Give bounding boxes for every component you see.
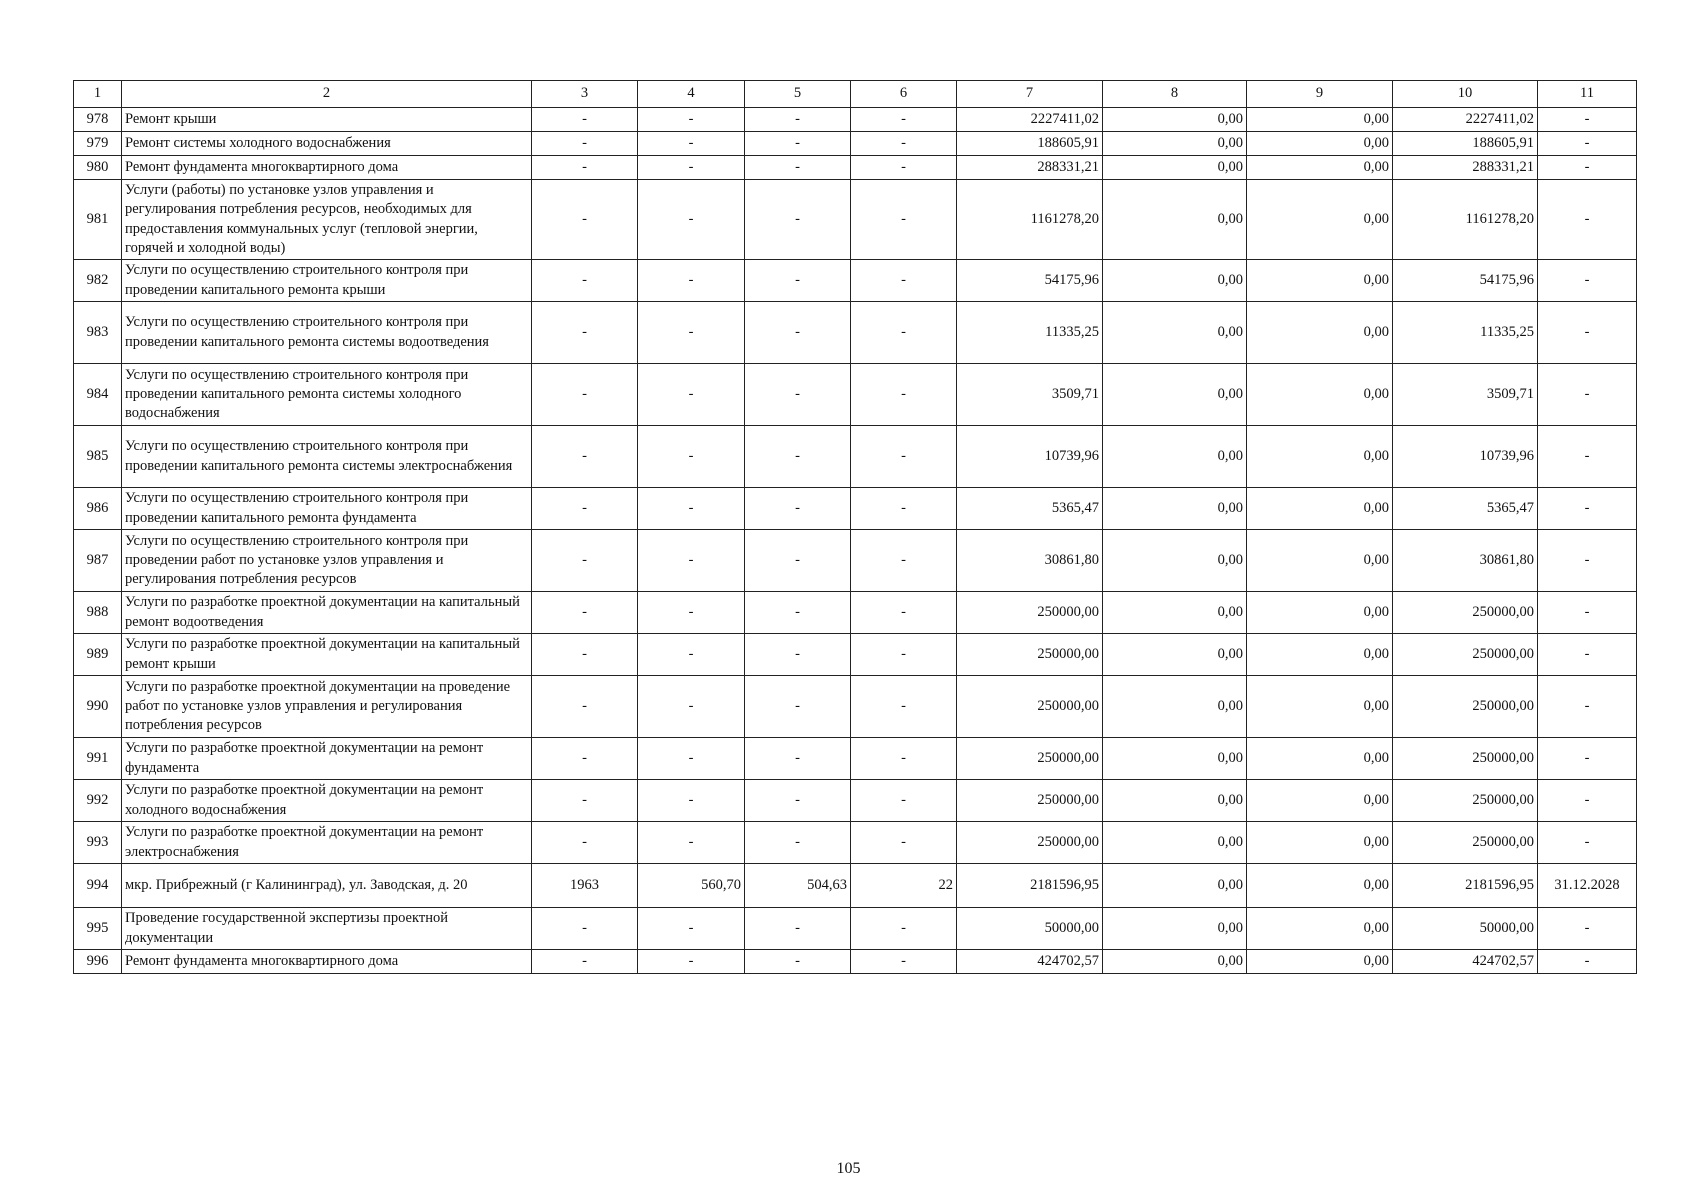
col5-cell: - (745, 738, 851, 780)
col6-cell: - (851, 634, 957, 676)
col5-cell: - (745, 822, 851, 864)
table-body (74, 108, 1637, 974)
col7-cell: 5365,47 (957, 488, 1103, 530)
col7-cell: 250000,00 (957, 634, 1103, 676)
col7-cell: 288331,21 (957, 156, 1103, 180)
row-name-cell: Услуги по разработке проектной документации на ремонт электроснабжения (122, 822, 532, 864)
col9-cell: 0,00 (1247, 822, 1393, 864)
col7-cell: 2181596,95 (957, 864, 1103, 908)
col9-cell: 0,00 (1247, 260, 1393, 302)
col7-cell: 424702,57 (957, 950, 1103, 974)
col5-cell: 504,63 (745, 864, 851, 908)
table-row (74, 488, 1637, 530)
col10-cell: 250000,00 (1393, 822, 1538, 864)
col3-cell: - (532, 108, 638, 132)
row-name-cell: Ремонт фундамента многоквартирного дома (122, 950, 532, 974)
col7-cell: 188605,91 (957, 132, 1103, 156)
data-table (73, 80, 1637, 974)
col10-cell: 10739,96 (1393, 426, 1538, 488)
row-name-cell: Услуги по осуществлению строительного контроля при проведении капитального ремонта крыши (122, 260, 532, 302)
col5-cell: - (745, 676, 851, 738)
col11-cell: - (1538, 302, 1637, 364)
col9-cell: 0,00 (1247, 908, 1393, 950)
row-name-cell: Ремонт системы холодного водоснабжения (122, 132, 532, 156)
col8-cell: 0,00 (1103, 738, 1247, 780)
column-header: 5 (745, 81, 851, 108)
col4-cell: - (638, 592, 745, 634)
column-header: 7 (957, 81, 1103, 108)
col7-cell: 10739,96 (957, 426, 1103, 488)
column-header: 3 (532, 81, 638, 108)
col3-cell: - (532, 738, 638, 780)
table-row (74, 260, 1637, 302)
row-name-cell: Услуги (работы) по установке узлов управления и регулирования потребления ресурсов, необходимых для предоставления коммунальных услуг (тепловой энергии, горячей и холодной воды) (122, 180, 532, 260)
column-header: 10 (1393, 81, 1538, 108)
col11-cell: - (1538, 132, 1637, 156)
col8-cell: 0,00 (1103, 634, 1247, 676)
col6-cell: - (851, 180, 957, 260)
row-name-cell: Услуги по осуществлению строительного контроля при проведении капитального ремонта системы водоотведения (122, 302, 532, 364)
col3-cell: 1963 (532, 864, 638, 908)
col9-cell: 0,00 (1247, 738, 1393, 780)
col8-cell: 0,00 (1103, 908, 1247, 950)
col9-cell: 0,00 (1247, 780, 1393, 822)
table-row (74, 426, 1637, 488)
col4-cell: - (638, 780, 745, 822)
row-name-cell: Услуги по разработке проектной документации на ремонт фундамента (122, 738, 532, 780)
col6-cell: 22 (851, 864, 957, 908)
row-number-cell: 983 (74, 302, 122, 364)
col8-cell: 0,00 (1103, 530, 1247, 592)
table-row (74, 156, 1637, 180)
row-number-cell: 996 (74, 950, 122, 974)
col9-cell: 0,00 (1247, 364, 1393, 426)
col8-cell: 0,00 (1103, 950, 1247, 974)
col8-cell: 0,00 (1103, 132, 1247, 156)
row-name-cell: Ремонт фундамента многоквартирного дома (122, 156, 532, 180)
col3-cell: - (532, 302, 638, 364)
col4-cell: - (638, 530, 745, 592)
row-number-cell: 994 (74, 864, 122, 908)
col9-cell: 0,00 (1247, 864, 1393, 908)
row-name-cell: Услуги по осуществлению строительного контроля при проведении капитального ремонта системы электроснабжения (122, 426, 532, 488)
table-row (74, 132, 1637, 156)
col7-cell: 1161278,20 (957, 180, 1103, 260)
row-name-cell: Услуги по разработке проектной документации на проведение работ по установке узлов управления и регулирования потребления ресурсов (122, 676, 532, 738)
col6-cell: - (851, 488, 957, 530)
row-number-cell: 982 (74, 260, 122, 302)
col6-cell: - (851, 302, 957, 364)
col11-cell: - (1538, 156, 1637, 180)
table-row (74, 364, 1637, 426)
col9-cell: 0,00 (1247, 488, 1393, 530)
col5-cell: - (745, 302, 851, 364)
col9-cell: 0,00 (1247, 156, 1393, 180)
col8-cell: 0,00 (1103, 780, 1247, 822)
table-row (74, 302, 1637, 364)
col7-cell: 3509,71 (957, 364, 1103, 426)
col5-cell: - (745, 260, 851, 302)
col10-cell: 5365,47 (1393, 488, 1538, 530)
col8-cell: 0,00 (1103, 426, 1247, 488)
col10-cell: 11335,25 (1393, 302, 1538, 364)
col11-cell: - (1538, 822, 1637, 864)
row-name-cell: Услуги по разработке проектной документации на ремонт холодного водоснабжения (122, 780, 532, 822)
col6-cell: - (851, 530, 957, 592)
col7-cell: 30861,80 (957, 530, 1103, 592)
col5-cell: - (745, 530, 851, 592)
row-number-cell: 980 (74, 156, 122, 180)
col10-cell: 250000,00 (1393, 592, 1538, 634)
col7-cell: 250000,00 (957, 780, 1103, 822)
table-row (74, 738, 1637, 780)
col3-cell: - (532, 950, 638, 974)
col10-cell: 250000,00 (1393, 634, 1538, 676)
col11-cell: - (1538, 426, 1637, 488)
col6-cell: - (851, 822, 957, 864)
table-row (74, 864, 1637, 908)
col3-cell: - (532, 488, 638, 530)
col9-cell: 0,00 (1247, 426, 1393, 488)
row-number-cell: 995 (74, 908, 122, 950)
column-header: 8 (1103, 81, 1247, 108)
col5-cell: - (745, 950, 851, 974)
col7-cell: 250000,00 (957, 676, 1103, 738)
col6-cell: - (851, 260, 957, 302)
row-name-cell: мкр. Прибрежный (г Калининград), ул. Заводская, д. 20 (122, 864, 532, 908)
col8-cell: 0,00 (1103, 180, 1247, 260)
row-number-cell: 985 (74, 426, 122, 488)
page-number: 105 (836, 1160, 861, 1177)
col4-cell: - (638, 108, 745, 132)
col5-cell: - (745, 592, 851, 634)
col11-cell: - (1538, 364, 1637, 426)
col10-cell: 250000,00 (1393, 738, 1538, 780)
col6-cell: - (851, 676, 957, 738)
table-row (74, 950, 1637, 974)
col3-cell: - (532, 908, 638, 950)
row-name-cell: Ремонт крыши (122, 108, 532, 132)
col7-cell: 250000,00 (957, 822, 1103, 864)
col4-cell: - (638, 260, 745, 302)
col11-cell: - (1538, 780, 1637, 822)
col10-cell: 1161278,20 (1393, 180, 1538, 260)
col10-cell: 188605,91 (1393, 132, 1538, 156)
col3-cell: - (532, 530, 638, 592)
row-name-cell: Услуги по осуществлению строительного контроля при проведении работ по установке узлов управления и регулирования потребления ресурсов (122, 530, 532, 592)
col4-cell: - (638, 676, 745, 738)
col6-cell: - (851, 780, 957, 822)
col3-cell: - (532, 364, 638, 426)
col4-cell: - (638, 488, 745, 530)
table-row (74, 108, 1637, 132)
col5-cell: - (745, 156, 851, 180)
table-row (74, 634, 1637, 676)
row-number-cell: 991 (74, 738, 122, 780)
col3-cell: - (532, 634, 638, 676)
col5-cell: - (745, 908, 851, 950)
col4-cell: - (638, 950, 745, 974)
col8-cell: 0,00 (1103, 864, 1247, 908)
col9-cell: 0,00 (1247, 180, 1393, 260)
col6-cell: - (851, 950, 957, 974)
col10-cell: 30861,80 (1393, 530, 1538, 592)
table-row (74, 592, 1637, 634)
col4-cell: - (638, 180, 745, 260)
col11-cell: 31.12.2028 (1538, 864, 1637, 908)
col3-cell: - (532, 822, 638, 864)
col5-cell: - (745, 364, 851, 426)
col8-cell: 0,00 (1103, 156, 1247, 180)
column-header: 1 (74, 81, 122, 108)
table-row (74, 908, 1637, 950)
col9-cell: 0,00 (1247, 302, 1393, 364)
table-row (74, 676, 1637, 738)
row-number-cell: 993 (74, 822, 122, 864)
col9-cell: 0,00 (1247, 950, 1393, 974)
col10-cell: 250000,00 (1393, 676, 1538, 738)
col4-cell: - (638, 364, 745, 426)
column-header: 2 (122, 81, 532, 108)
table-row (74, 822, 1637, 864)
col4-cell: - (638, 426, 745, 488)
col11-cell: - (1538, 592, 1637, 634)
row-number-cell: 992 (74, 780, 122, 822)
col6-cell: - (851, 426, 957, 488)
col6-cell: - (851, 592, 957, 634)
col10-cell: 250000,00 (1393, 780, 1538, 822)
col11-cell: - (1538, 260, 1637, 302)
col3-cell: - (532, 426, 638, 488)
col10-cell: 424702,57 (1393, 950, 1538, 974)
col6-cell: - (851, 364, 957, 426)
col8-cell: 0,00 (1103, 676, 1247, 738)
col11-cell: - (1538, 488, 1637, 530)
col7-cell: 54175,96 (957, 260, 1103, 302)
col8-cell: 0,00 (1103, 592, 1247, 634)
col4-cell: - (638, 156, 745, 180)
col8-cell: 0,00 (1103, 260, 1247, 302)
col11-cell: - (1538, 530, 1637, 592)
col5-cell: - (745, 780, 851, 822)
col5-cell: - (745, 132, 851, 156)
column-header: 9 (1247, 81, 1393, 108)
row-name-cell: Услуги по разработке проектной документации на капитальный ремонт водоотведения (122, 592, 532, 634)
col11-cell: - (1538, 908, 1637, 950)
col11-cell: - (1538, 950, 1637, 974)
col3-cell: - (532, 780, 638, 822)
table-row (74, 180, 1637, 260)
table-row (74, 530, 1637, 592)
col5-cell: - (745, 488, 851, 530)
col3-cell: - (532, 676, 638, 738)
col5-cell: - (745, 108, 851, 132)
col5-cell: - (745, 634, 851, 676)
table-row (74, 780, 1637, 822)
col11-cell: - (1538, 738, 1637, 780)
row-number-cell: 984 (74, 364, 122, 426)
row-name-cell: Проведение государственной экспертизы проектной документации (122, 908, 532, 950)
col10-cell: 288331,21 (1393, 156, 1538, 180)
col7-cell: 50000,00 (957, 908, 1103, 950)
col7-cell: 11335,25 (957, 302, 1103, 364)
column-header: 4 (638, 81, 745, 108)
col4-cell: - (638, 738, 745, 780)
column-header: 11 (1538, 81, 1637, 108)
row-number-cell: 989 (74, 634, 122, 676)
col3-cell: - (532, 132, 638, 156)
row-number-cell: 987 (74, 530, 122, 592)
col4-cell: - (638, 908, 745, 950)
col4-cell: - (638, 302, 745, 364)
col5-cell: - (745, 426, 851, 488)
col7-cell: 250000,00 (957, 592, 1103, 634)
col6-cell: - (851, 908, 957, 950)
row-number-cell: 988 (74, 592, 122, 634)
col10-cell: 3509,71 (1393, 364, 1538, 426)
col8-cell: 0,00 (1103, 488, 1247, 530)
col6-cell: - (851, 132, 957, 156)
col9-cell: 0,00 (1247, 592, 1393, 634)
column-header: 6 (851, 81, 957, 108)
col9-cell: 0,00 (1247, 108, 1393, 132)
col3-cell: - (532, 260, 638, 302)
row-number-cell: 979 (74, 132, 122, 156)
col6-cell: - (851, 156, 957, 180)
col5-cell: - (745, 180, 851, 260)
col8-cell: 0,00 (1103, 108, 1247, 132)
col10-cell: 50000,00 (1393, 908, 1538, 950)
row-name-cell: Услуги по осуществлению строительного контроля при проведении капитального ремонта фундамента (122, 488, 532, 530)
col8-cell: 0,00 (1103, 822, 1247, 864)
row-number-cell: 978 (74, 108, 122, 132)
col4-cell: - (638, 822, 745, 864)
col3-cell: - (532, 592, 638, 634)
row-name-cell: Услуги по осуществлению строительного контроля при проведении капитального ремонта системы холодного водоснабжения (122, 364, 532, 426)
col3-cell: - (532, 180, 638, 260)
row-number-cell: 981 (74, 180, 122, 260)
table-header-row (74, 81, 1637, 108)
row-number-cell: 990 (74, 676, 122, 738)
col11-cell: - (1538, 634, 1637, 676)
col6-cell: - (851, 738, 957, 780)
col11-cell: - (1538, 108, 1637, 132)
col7-cell: 2227411,02 (957, 108, 1103, 132)
col11-cell: - (1538, 676, 1637, 738)
col4-cell: - (638, 634, 745, 676)
col4-cell: - (638, 132, 745, 156)
col9-cell: 0,00 (1247, 132, 1393, 156)
col3-cell: - (532, 156, 638, 180)
col7-cell: 250000,00 (957, 738, 1103, 780)
row-number-cell: 986 (74, 488, 122, 530)
col11-cell: - (1538, 180, 1637, 260)
col9-cell: 0,00 (1247, 530, 1393, 592)
col10-cell: 54175,96 (1393, 260, 1538, 302)
col4-cell: 560,70 (638, 864, 745, 908)
row-name-cell: Услуги по разработке проектной документации на капитальный ремонт крыши (122, 634, 532, 676)
col10-cell: 2181596,95 (1393, 864, 1538, 908)
col9-cell: 0,00 (1247, 634, 1393, 676)
col6-cell: - (851, 108, 957, 132)
col10-cell: 2227411,02 (1393, 108, 1538, 132)
col8-cell: 0,00 (1103, 364, 1247, 426)
col9-cell: 0,00 (1247, 676, 1393, 738)
col8-cell: 0,00 (1103, 302, 1247, 364)
